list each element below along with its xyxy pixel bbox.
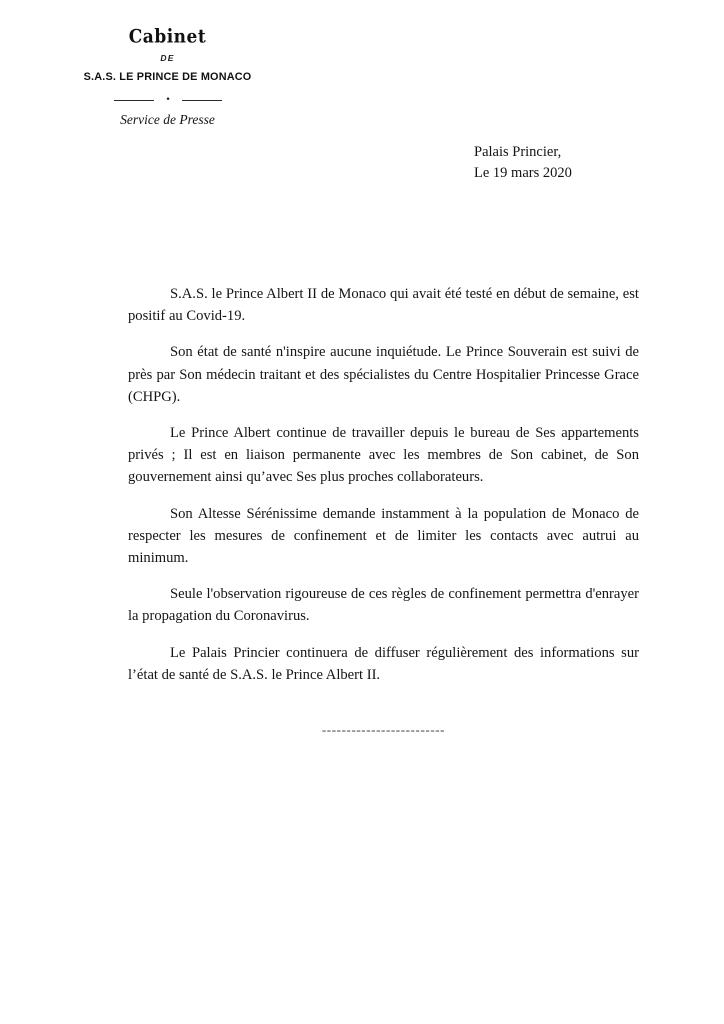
paragraph: Son Altesse Sérénissime demande instamment à la population de Monaco de respecter les mesures de confinement et de limiter les contacts avec autrui au minimum. xyxy=(128,505,639,567)
dateblock-date: Le 19 mars 2020 xyxy=(474,165,572,181)
dateblock xyxy=(474,142,572,184)
dateblock-place: Palais Princier, xyxy=(474,144,562,160)
paragraph: Le Palais Princier continuera de diffuser régulièrement des informations sur l’état de santé de S.A.S. le Prince Albert II. xyxy=(128,644,639,683)
diamond-ornament-icon: • xyxy=(165,94,170,105)
divider-line-right xyxy=(182,100,222,101)
letterhead xyxy=(40,25,295,128)
paragraph: Seule l'observation rigoureuse de ces règles de confinement permettra d'enrayer la propagation du Coronavirus. xyxy=(128,586,639,625)
letterhead-authority: S.A.S. LE PRINCE DE MONACO xyxy=(83,70,252,83)
paragraph: Son état de santé n'inspire aucune inquiétude. Le Prince Souverain est suivi de près par Son médecin traitant et des spécialistes du Centre Hospitalier Princesse Grace (CHPG). xyxy=(128,344,639,405)
paragraph: S.A.S. le Prince Albert II de Monaco qui avait été testé en début de semaine, est positif au Covid-19. xyxy=(128,286,639,325)
body-text xyxy=(128,283,639,686)
letterhead-connector: DE xyxy=(160,53,175,63)
paragraph: Le Prince Albert continue de travailler depuis le bureau de Ses appartements privés ; Il est en liaison permanente avec les membres de Son cabinet, de Son gouvernement ainsi qu’avec Ses plus proches collaborateurs. xyxy=(128,425,639,486)
divider-line-left xyxy=(114,100,154,101)
footer-separator: ------------------------- xyxy=(321,722,446,737)
letterhead-department: Service de Presse xyxy=(120,111,215,127)
letterhead-title: Cabinet xyxy=(128,25,207,49)
letterhead-divider xyxy=(114,96,222,105)
